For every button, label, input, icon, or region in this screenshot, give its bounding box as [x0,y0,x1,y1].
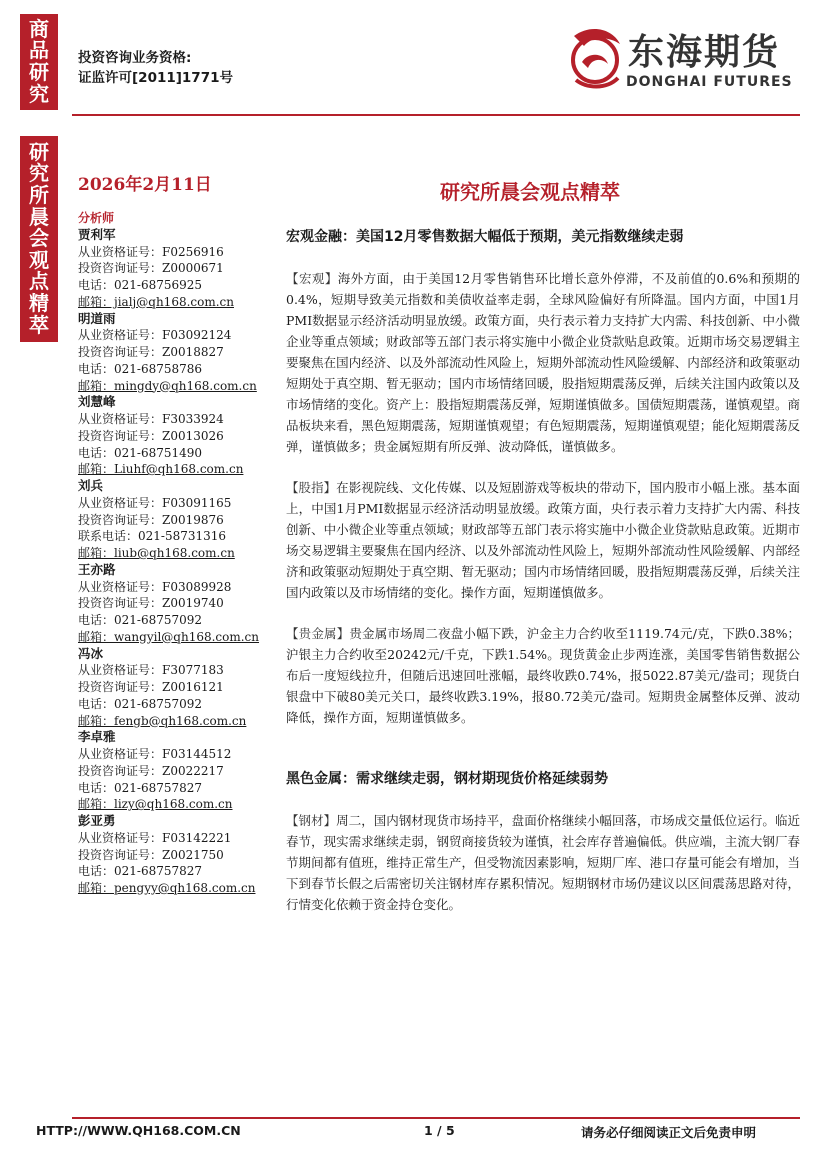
analyst-detail: 电话：021-68758786 [78,361,203,376]
analyst-email-link[interactable]: 邮箱：liub@qh168.com.cn [78,546,235,560]
analyst-detail: 投资咨询证号：Z0000671 [78,261,224,276]
footer-disclaimer: 请务必仔细阅读正文后免责申明 [581,1125,757,1140]
analyst-entry [78,562,274,646]
sidebar-report-label: 研究所晨会观点精萃 [20,136,58,342]
section-macro [286,226,800,728]
analyst-detail: 电话：021-68751490 [78,445,203,460]
analyst-name: 李卓雅 [78,729,116,745]
paragraph-tag: 【贵金属】 [286,626,350,641]
page-title: 研究所晨会观点精萃 [440,180,620,204]
dragon-emblem-icon [562,22,628,96]
paragraph-tag: 【股指】 [286,480,337,495]
analyst-detail: 从业资格证号：F03142221 [78,830,232,845]
qualification-block [78,48,233,88]
section-heading: 黑色金属：需求继续走弱，钢材期现货价格延续弱势 [286,771,608,787]
analyst-heading: 分析师 [78,211,115,225]
analyst-name: 冯冰 [78,645,104,661]
analyst-detail: 从业资格证号：F03144512 [78,747,232,761]
analyst-detail: 从业资格证号：F03091165 [78,495,232,510]
license-number: 证监许可[2011]1771号 [78,70,233,86]
analyst-detail: 联系电话：021-58731316 [78,529,227,544]
paragraph-precious-metals [286,623,800,728]
analyst-name: 彭亚勇 [78,813,116,828]
qualification-line: 投资咨询业务资格: [78,50,192,66]
header-divider [72,114,800,116]
analyst-detail: 电话：021-68757092 [78,696,203,711]
analyst-detail: 从业资格证号：F03089928 [78,579,232,594]
analyst-entry [78,646,274,730]
analyst-detail: 从业资格证号：F0256916 [78,244,224,259]
analyst-entry [78,394,274,478]
analyst-name: 贾利军 [78,226,116,242]
report-date: 2026年2月11日 [78,175,212,195]
logo-english-name: DONGHAI FUTURES [626,74,793,90]
report-content [286,226,800,935]
company-logo [562,20,792,100]
analyst-entry [78,311,274,395]
analyst-detail: 投资咨询证号：Z0021750 [78,847,224,862]
paragraph-text: 周二，国内钢材现货市场持平，盘面价格继续小幅回落，市场成交量低位运行。临近春节，现实需求继续走弱，钢贸商接货较为谨慎，社会库存普遍偏低。供应端，主流大钢厂春节期间都有值班，维持正常生产，但受物流因素影响，短期厂库、港口存量可能会有增加，当下到春节长假之后需密切关注钢材库存累积情况。短期钢材市场仍建议以区间震荡思路对待，行情变化依赖于资金持仓变化。 [286,813,800,912]
logo-chinese-name: 东海期货 [628,32,781,73]
analyst-detail: 投资咨询证号：Z0018827 [78,345,224,359]
paragraph-stock-index [286,477,800,603]
section-ferrous [286,768,800,915]
analyst-entry [78,227,274,311]
analyst-detail: 投资咨询证号：Z0013026 [78,428,224,443]
analyst-name: 刘慧峰 [78,394,116,410]
analyst-detail: 电话：021-68757092 [78,613,203,627]
paragraph-tag: 【宏观】 [286,271,338,286]
analyst-entry [78,813,274,897]
analyst-email-link[interactable]: 邮箱：jialj@qh168.com.cn [78,294,234,309]
sidebar-category-label: 商品研究 [20,14,58,110]
section-heading: 宏观金融：美国12月零售数据大幅低于预期，美元指数继续走弱 [286,229,684,245]
analyst-email-link[interactable]: 邮箱：lizy@qh168.com.cn [78,797,233,812]
analyst-name: 明道雨 [78,310,116,326]
page-number: 1 / 5 [424,1123,455,1138]
analyst-detail: 电话：021-68756925 [78,278,203,292]
analyst-entry [78,478,274,562]
analyst-detail: 从业资格证号：F3033924 [78,412,224,426]
analyst-detail: 电话：021-68757827 [78,864,203,879]
analyst-email-link[interactable]: 邮箱：fengb@qh168.com.cn [78,713,247,728]
paragraph-text: 贵金属市场周二夜盘小幅下跌，沪金主力合约收至1119.74元/克，下跌0.38%；沪银主力合约收至20242元/千克，下跌1.54%。现货黄金止步两连涨，美国零售销售数据公布后一度短线拉升，但随后迅速回吐涨幅，最终收跌0.74%，报5022.87美元/盎司；现货白银盘中下破80美元关口，最终收跌3.19%，报80.72美元/盎司。短期贵金属整体反弹、波动降低，操作方面，短期谨慎做多。 [286,626,800,725]
analyst-detail: 从业资格证号：F03092124 [78,328,232,343]
paragraph-macro [286,268,800,457]
analyst-email-link[interactable]: 邮箱：mingdy@qh168.com.cn [78,378,257,393]
analyst-detail: 投资咨询证号：Z0019740 [78,596,224,611]
footer-divider [72,1117,800,1119]
analyst-entry [78,729,274,813]
analyst-detail: 从业资格证号：F3077183 [78,663,224,678]
analyst-detail: 投资咨询证号：Z0016121 [78,680,224,694]
analyst-list [78,210,274,897]
analyst-detail: 投资咨询证号：Z0019876 [78,512,224,527]
analyst-name: 刘兵 [78,478,104,493]
paragraph-steel [286,810,800,915]
analyst-detail: 投资咨询证号：Z0022217 [78,763,224,778]
paragraph-text: 海外方面，由于美国12月零售销售环比增长意外停滞，不及前值的0.6%和预期的0.4%，短期导致美元指数和美债收益率走弱，全球风险偏好有所降温。国内方面，中国1月PMI数据显示经济活动明显放缓。政策方面，央行表示着力支持扩大内需、科技创新、中小微企业等重点领域；财政部等五部门表示将实施中小微企业贷款贴息政策。近期市场交易逻辑主要聚焦在国内经济、以及外部流动性风险上，短期外部流动性风险缓解、内部经济和政策驱动短期处于真空期、暂无驱动；国内市场情绪回暖，股指短期震荡反弹，后续关注国内政策以及市场情绪的变化。资产上：股指短期震荡反弹，短期谨慎做多。国债短期震荡，谨慎观望。商品板块来看，黑色短期震荡，短期谨慎观望；有色短期震荡，短期谨慎观望；能化短期震荡反弹，谨慎做多；贵金属短期有所反弹、波动降低，谨慎做多。 [286,271,800,454]
analyst-email-link[interactable]: 邮箱：pengyy@qh168.com.cn [78,881,256,895]
analyst-name: 王亦路 [78,561,116,577]
paragraph-text: 在影视院线、文化传媒、以及短剧游戏等板块的带动下，国内股市小幅上涨。基本面上，中国1月PMI数据显示经济活动明显放缓。政策方面，央行表示着力支持扩大内需、科技创新、中小微企业等重点领域；财政部等五部门表示将实施中小微企业贷款贴息政策。近期市场交易逻辑主要聚焦在国内经济、以及外部流动性风险上，短期外部流动性风险缓解、内部经济和政策驱动短期处于真空期、暂无驱动；国内市场情绪回暖，股指短期震荡反弹，后续关注国内政策以及市场情绪的变化。操作方面，短期谨慎做多。 [286,480,800,600]
footer-url-link[interactable]: HTTP://WWW.QH168.COM.CN [36,1123,241,1138]
analyst-detail: 电话：021-68757827 [78,780,203,795]
analyst-email-link[interactable]: 邮箱：wangyil@qh168.com.cn [78,629,260,644]
paragraph-tag: 【钢材】 [286,813,337,828]
analyst-email-link[interactable]: 邮箱：Liuhf@qh168.com.cn [78,462,244,477]
